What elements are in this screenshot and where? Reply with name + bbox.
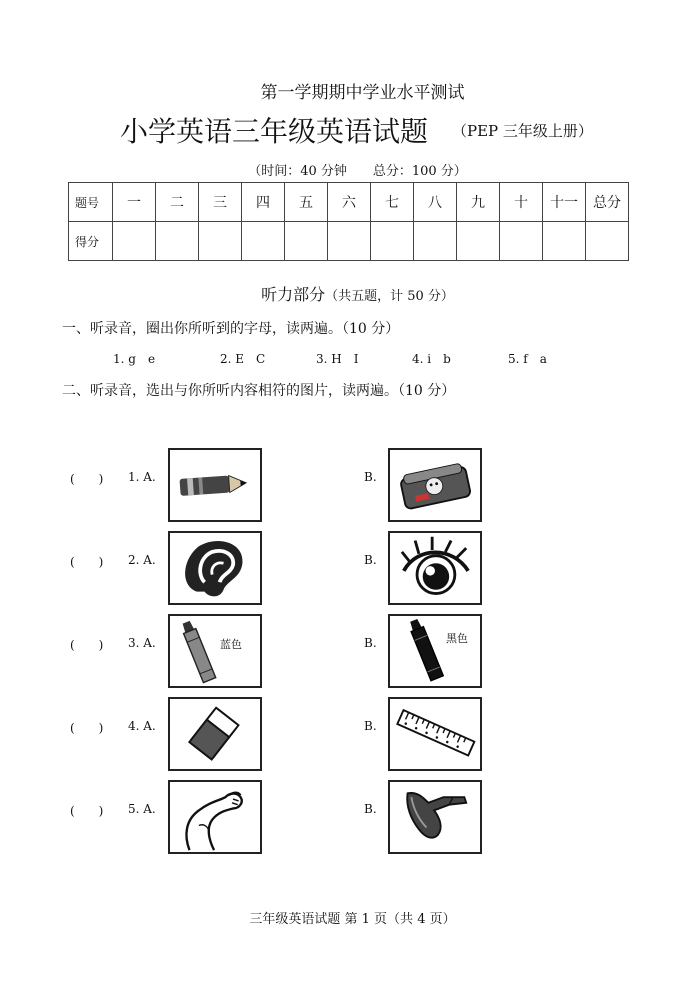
score-cell[interactable] (285, 222, 328, 261)
option-a-label: 1. A. (128, 470, 156, 484)
option-b-label: B. (364, 470, 377, 484)
row-label-question: 题号 (69, 183, 113, 222)
score-table (68, 182, 629, 261)
answer-blank[interactable]: ( ) (70, 472, 104, 486)
option-b-label: B. (364, 719, 377, 733)
option-a-label: 3. A. (128, 636, 156, 650)
listening-section-title (0, 282, 695, 305)
letter-option[interactable]: 5. f a (508, 352, 547, 366)
option-a-label: 2. A. (128, 553, 156, 567)
arm-icon[interactable] (168, 780, 262, 854)
pencil-icon[interactable] (168, 448, 262, 522)
col-header: 二 (156, 183, 199, 222)
option-b-label: B. (364, 553, 377, 567)
option-b-label: B. (364, 802, 377, 816)
letter-option[interactable]: 2. E C (220, 352, 266, 366)
col-header: 五 (285, 183, 328, 222)
score-cell[interactable] (457, 222, 500, 261)
row-label-score: 得分 (69, 222, 113, 261)
eye-icon[interactable] (388, 531, 482, 605)
col-header: 十 (500, 183, 543, 222)
score-cell[interactable] (156, 222, 199, 261)
col-header: 十一 (543, 183, 586, 222)
col-header: 九 (457, 183, 500, 222)
exam-subtitle: 第一学期期中学业水平测试 (260, 83, 465, 103)
score-cell[interactable] (586, 222, 629, 261)
letter-option[interactable]: 4. i b (412, 352, 451, 366)
col-header: 四 (242, 183, 285, 222)
edition-note: （PEP 三年级上册） (452, 122, 593, 140)
answer-blank[interactable]: ( ) (70, 638, 104, 652)
option-b-label: B. (364, 636, 377, 650)
col-header: 总分 (586, 183, 629, 222)
color-caption-blue: 蓝色 (220, 638, 242, 651)
col-header: 七 (371, 183, 414, 222)
score-cell[interactable] (328, 222, 371, 261)
blue-crayon-icon[interactable] (168, 614, 262, 688)
col-header: 三 (199, 183, 242, 222)
time-info: （时间：40 分钟 总分：100 分） (248, 164, 467, 179)
leg-icon[interactable] (388, 780, 482, 854)
score-cell[interactable] (500, 222, 543, 261)
col-header: 八 (414, 183, 457, 222)
col-header: 六 (328, 183, 371, 222)
ear-icon[interactable] (168, 531, 262, 605)
question-2-prompt: 二、听录音，选出与你所听内容相符的图片，读两遍。（10 分） (62, 383, 456, 399)
exam-title: 小学英语三年级英语试题 (120, 115, 429, 148)
answer-blank[interactable]: ( ) (70, 555, 104, 569)
score-row (69, 222, 629, 261)
answer-blank[interactable]: ( ) (70, 721, 104, 735)
question-1-prompt: 一、听录音，圈出你所听到的字母，读两遍。（10 分） (62, 321, 400, 337)
score-cell[interactable] (371, 222, 414, 261)
score-cell[interactable] (414, 222, 457, 261)
option-a-label: 5. A. (128, 802, 156, 816)
option-a-label: 4. A. (128, 719, 156, 733)
score-cell[interactable] (199, 222, 242, 261)
pencil-box-icon[interactable] (388, 448, 482, 522)
score-cell[interactable] (113, 222, 156, 261)
color-caption-black: 黑色 (446, 632, 468, 645)
listening-title: 听力部分 (261, 285, 326, 304)
letter-option[interactable]: 1. g e (113, 352, 156, 366)
black-crayon-icon[interactable] (388, 614, 482, 688)
ruler-icon[interactable] (388, 697, 482, 771)
col-header: 一 (113, 183, 156, 222)
listening-subtitle: （共五题，计 50 分） (325, 289, 454, 304)
question-number-row (69, 183, 629, 222)
letter-option[interactable]: 3. H I (316, 352, 359, 366)
score-cell[interactable] (242, 222, 285, 261)
score-cell[interactable] (543, 222, 586, 261)
answer-blank[interactable]: ( ) (70, 804, 104, 818)
page-footer: 三年级英语试题 第 1 页（共 4 页） (249, 912, 456, 927)
eraser-icon[interactable] (168, 697, 262, 771)
